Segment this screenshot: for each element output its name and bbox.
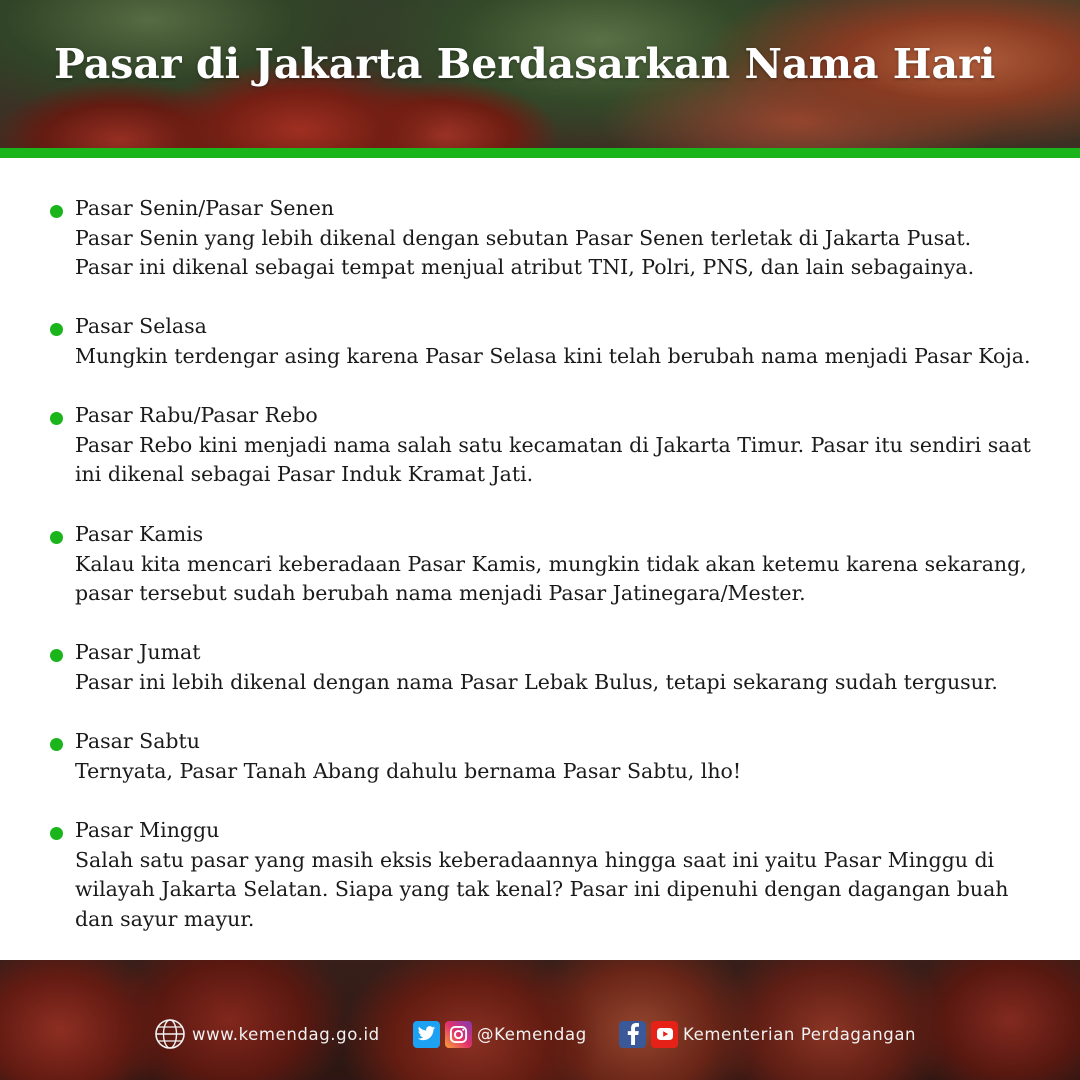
header-divider [0, 148, 1080, 158]
footer-banner [0, 960, 1080, 1080]
footer-website[interactable] [154, 1019, 380, 1049]
market-name: Pasar Senin/Pasar Senen [75, 196, 335, 220]
market-name: Pasar Selasa [75, 314, 207, 338]
market-description: Kalau kita mencari keberadaan Pasar Kamis, mungkin tidak akan ketemu karena sekarang, pasar tersebut sudah berubah nama menjadi Pasar Jatinegara/Mester. [75, 551, 1027, 606]
market-name: Pasar Minggu [75, 818, 220, 842]
market-name: Pasar Jumat [75, 640, 201, 664]
market-description: Salah satu pasar yang masih eksis keberadaannya hingga saat ini yaitu Pasar Minggu di wilayah Jakarta Selatan. Siapa yang tak kenal? Pasar ini dipenuhi dengan dagangan buah dan sayur mayur. [75, 847, 1009, 931]
bullet-icon [50, 738, 63, 751]
market-name: Pasar Rabu/Pasar Rebo [75, 403, 318, 427]
footer-social [413, 1019, 587, 1049]
bullet-icon [50, 649, 63, 662]
market-description: Pasar Senin yang lebih dikenal dengan sebutan Pasar Senen terletak di Jakarta Pusat. Pasar ini dikenal sebagai tempat menjual atribut TNI, Polri, PNS, dan lain sebagainya. [75, 225, 975, 280]
bullet-icon [50, 531, 63, 544]
facebook-icon[interactable] [619, 1021, 646, 1048]
bullet-icon [50, 412, 63, 425]
bullet-icon [50, 205, 63, 218]
market-name: Pasar Sabtu [75, 729, 200, 753]
footer-ministry [619, 1019, 916, 1049]
market-description: Pasar Rebo kini menjadi nama salah satu kecamatan di Jakarta Timur. Pasar itu sendiri saat ini dikenal sebagai Pasar Induk Kramat Jati. [75, 432, 1031, 487]
youtube-icon[interactable] [651, 1021, 678, 1048]
twitter-icon[interactable] [413, 1021, 440, 1048]
ministry-name: Kementerian Perdagangan [683, 1024, 917, 1044]
market-description: Ternyata, Pasar Tanah Abang dahulu bernama Pasar Sabtu, lho! [75, 758, 742, 783]
bullet-icon [50, 323, 63, 336]
market-description: Mungkin terdengar asing karena Pasar Selasa kini telah berubah nama menjadi Pasar Koja. [75, 343, 1031, 368]
header-banner [0, 0, 1080, 148]
website-link[interactable]: www.kemendag.go.id [192, 1024, 380, 1044]
market-description: Pasar ini lebih dikenal dengan nama Pasar Lebak Bulus, tetapi sekarang sudah tergusur. [75, 669, 998, 694]
page-title: Pasar di Jakarta Berdasarkan Nama Hari [54, 40, 996, 88]
instagram-icon[interactable] [445, 1021, 472, 1048]
market-name: Pasar Kamis [75, 522, 204, 546]
globe-icon [154, 1018, 186, 1050]
social-handle[interactable]: @Kemendag [477, 1024, 587, 1044]
bullet-icon [50, 827, 63, 840]
